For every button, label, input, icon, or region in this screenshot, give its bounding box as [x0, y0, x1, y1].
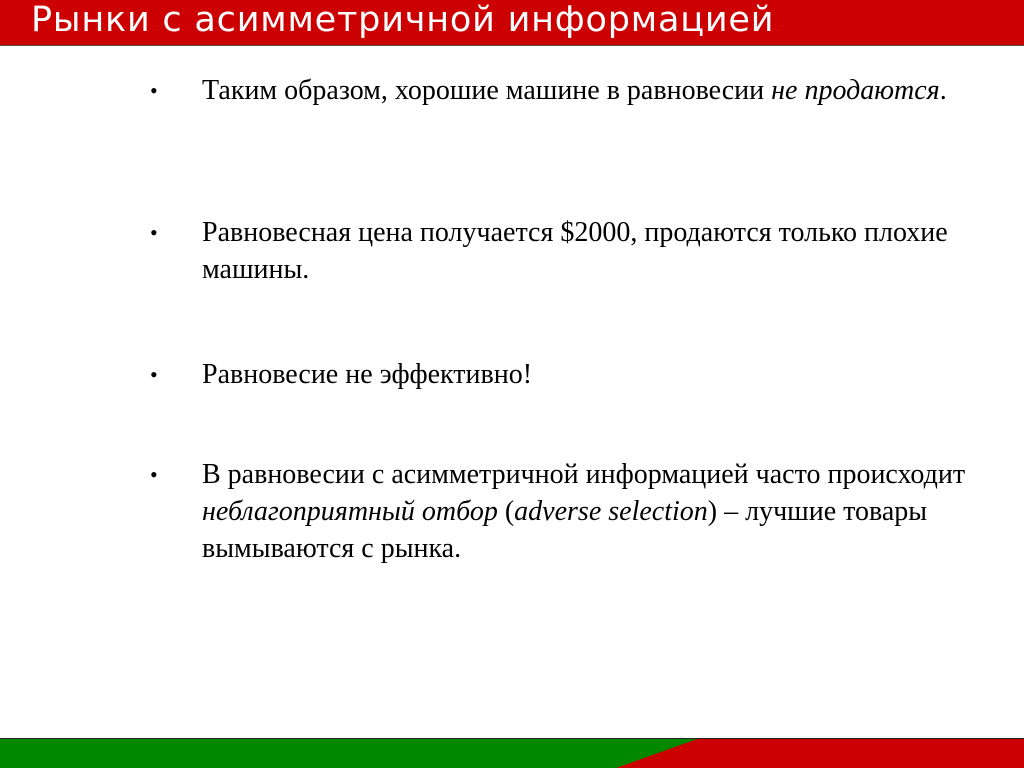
bullet-item: [150, 72, 970, 176]
bullet-text: .: [939, 75, 947, 106]
bullet-emphasis: не продаются: [771, 75, 940, 106]
bullet-list: [150, 72, 970, 567]
bullet-emphasis: неблагоприятный отбор: [202, 496, 498, 527]
bullet-marker: •: [150, 462, 158, 487]
title-divider: [0, 45, 1024, 46]
footer-band-green: [0, 738, 700, 768]
bullet-marker: •: [150, 78, 158, 103]
bullet-text: (: [497, 496, 515, 527]
bullet-text: ) – лучшие товары вымываются с рынка.: [202, 496, 928, 564]
bullet-text: В равновесии с асимметричной информацией часто происходит: [202, 459, 966, 490]
bullet-text: Равновесие не эффективно!: [202, 359, 533, 390]
bullet-marker: •: [150, 220, 158, 245]
bullet-item: [150, 456, 970, 567]
bullet-item: [150, 214, 970, 318]
footer-divider: [0, 738, 1024, 739]
bullet-marker: •: [150, 362, 158, 387]
bullet-emphasis: adverse selection: [514, 496, 708, 527]
title-bar: [0, 0, 1024, 45]
slide-title: Рынки с асимметричной информацией: [31, 0, 775, 40]
bullet-text: Таким образом, хорошие машине в равновесии: [202, 75, 772, 106]
bullet-text: Равновесная цена получается $2000, продаются только плохие машины.: [202, 217, 948, 285]
bullet-item: [150, 356, 970, 418]
